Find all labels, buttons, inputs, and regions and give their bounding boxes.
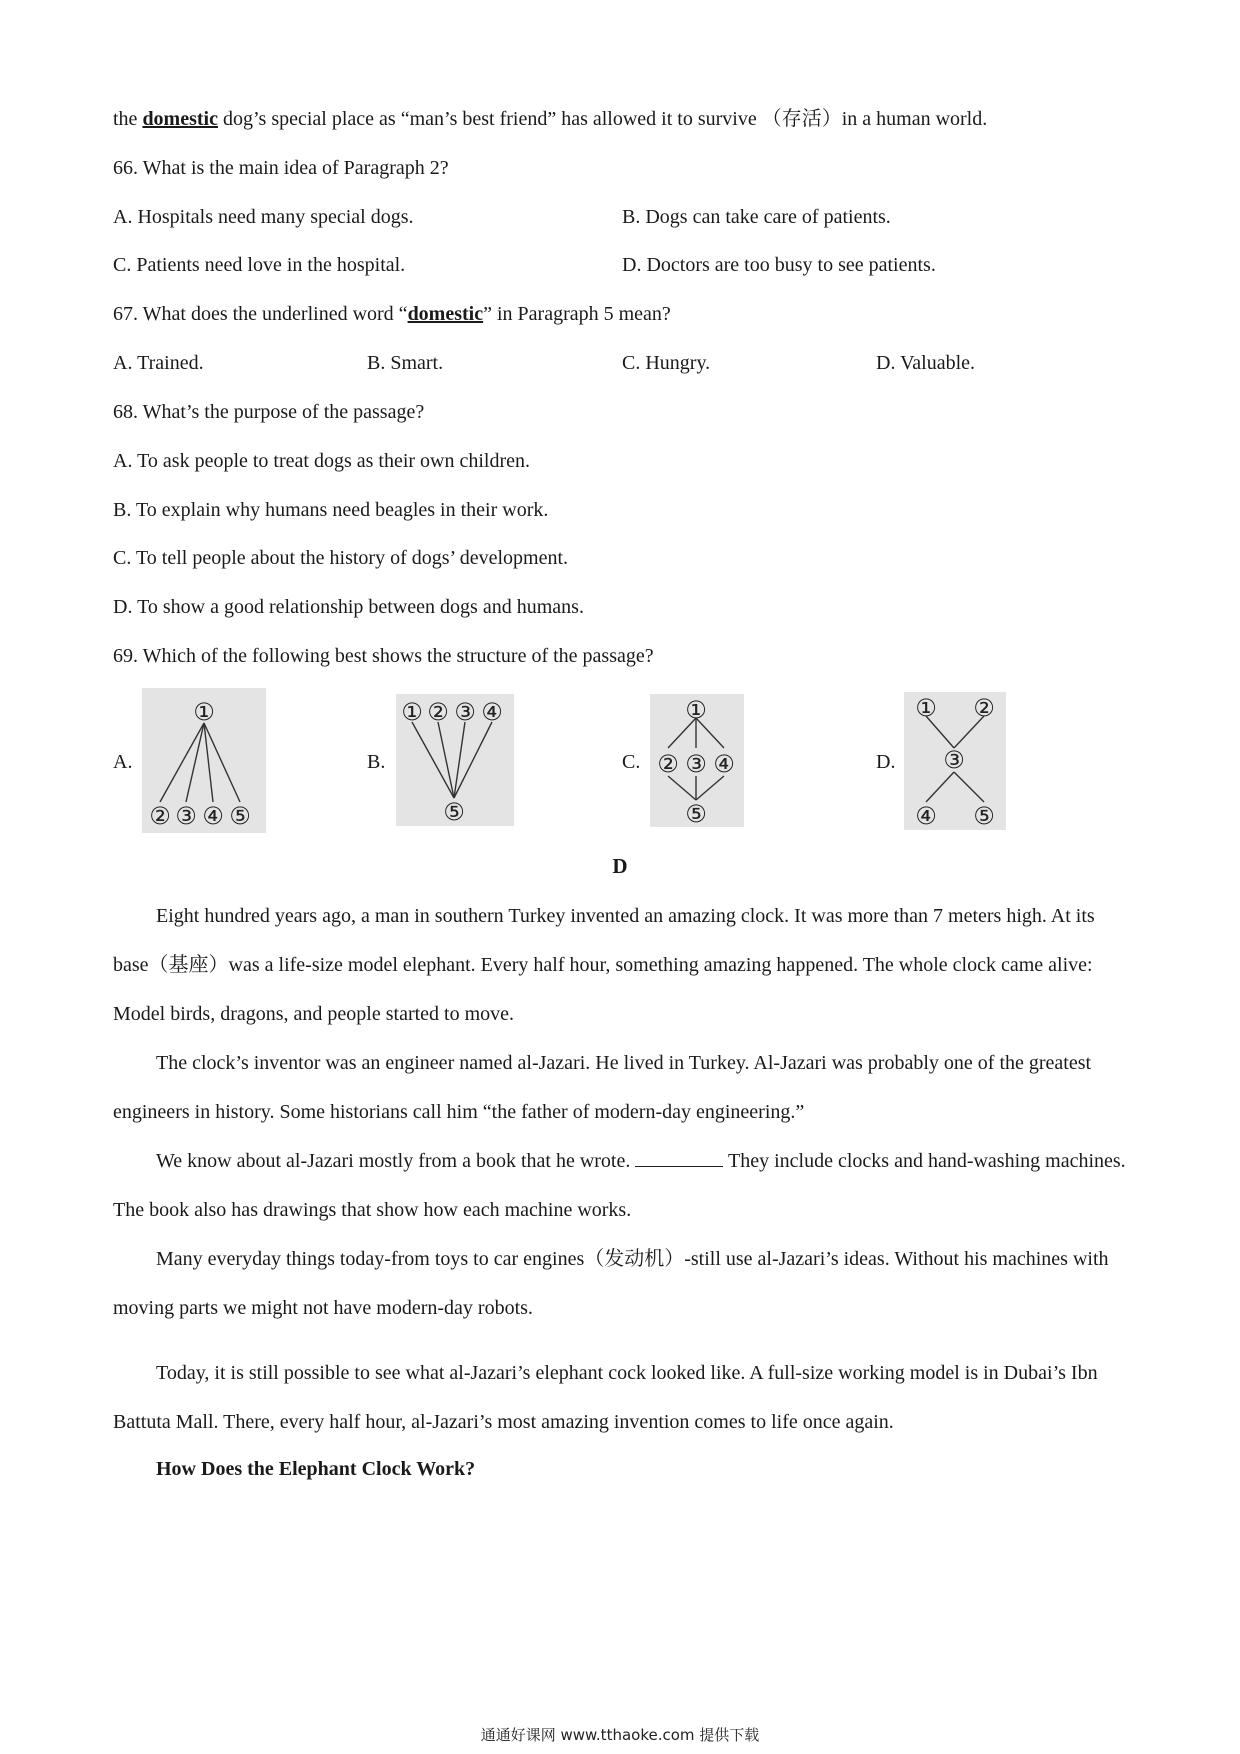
q68-option-b: B. To explain why humans need beagles in their work.	[113, 499, 549, 521]
paragraph-3	[113, 1137, 1133, 1235]
q69-label-b: B.	[367, 751, 386, 773]
structure-diagram-d	[904, 692, 1006, 830]
paragraph-1: Eight hundred years ago, a man in southern Turkey invented an amazing clock. It was more than 7 meters high. At its base（基座）was a life-size model elephant. Every half hour, something amazing happened. The whole clock came alive: Model birds, dragons, and people started to move.	[113, 905, 1095, 1025]
paragraph-4: Many everyday things today-from toys to car engines（发动机）-still use al-Jazari’s ideas. Without his machines with moving parts we might not have modern-day robots.	[113, 1248, 1109, 1319]
diagram-a-node-4: ④	[202, 802, 224, 830]
diagram-c-node-4: ④	[713, 750, 735, 778]
diagram-b-node-1: ①	[401, 698, 423, 726]
q69-label-d: D.	[876, 751, 896, 773]
diagram-d-node-2: ②	[973, 694, 995, 722]
diagram-a-node-5: ⑤	[229, 802, 251, 830]
subheading: How Does the Elephant Clock Work?	[156, 1458, 476, 1480]
diagram-b-node-5: ⑤	[443, 798, 465, 826]
structure-diagram-c	[650, 694, 744, 827]
diagram-c-node-2: ②	[657, 750, 679, 778]
diagram-d-node-5: ⑤	[973, 802, 995, 830]
paragraph-5: Today, it is still possible to see what al-Jazari’s elephant cock looked like. A full-size working model is in Dubai’s Ibn Battuta Mall. There, every half hour, al-Jazari’s most amazing invention comes to life once again.	[113, 1362, 1098, 1433]
q68-option-a: A. To ask people to treat dogs as their own children.	[113, 450, 531, 472]
q66-option-d: D. Doctors are too busy to see patients.	[622, 254, 936, 276]
diagram-a-node-2: ②	[149, 802, 171, 830]
diagram-d-node-4: ④	[915, 802, 937, 830]
paragraph-2: The clock’s inventor was an engineer named al-Jazari. He lived in Turkey. Al-Jazari was probably one of the greatest engineers in history. Some historians call him “the father of modern-day engineering.”	[113, 1052, 1092, 1123]
q67-option-d: D. Valuable.	[876, 352, 976, 374]
diagram-b-node-4: ④	[481, 698, 503, 726]
intro-text-pre: the	[113, 108, 143, 130]
q68-option-d: D. To show a good relationship between dogs and humans.	[113, 596, 584, 618]
diagram-d-node-1: ①	[915, 694, 937, 722]
q66-option-b: B. Dogs can take care of patients.	[622, 206, 891, 228]
diagram-c-node-1: ①	[685, 696, 707, 724]
q68-option-c: C. To tell people about the history of dogs’ development.	[113, 547, 568, 569]
intro-line	[113, 107, 987, 131]
structure-diagram-a	[142, 688, 266, 833]
q69-label-c: C.	[622, 751, 641, 773]
diagram-a-node-3: ③	[175, 802, 197, 830]
section-heading: D	[612, 854, 628, 878]
diagram-b-node-2: ②	[427, 698, 449, 726]
q67-option-c: C. Hungry.	[622, 352, 711, 374]
q67-underlined-word: domestic	[407, 303, 484, 325]
structure-diagram-b	[396, 694, 514, 826]
q69-label-a: A.	[113, 751, 133, 773]
answer-blank	[635, 1148, 723, 1167]
q67-option-b: B. Smart.	[367, 352, 444, 374]
question-66: 66. What is the main idea of Paragraph 2?	[113, 157, 449, 179]
q67-text-post: ” in Paragraph 5 mean?	[483, 303, 671, 325]
diagram-a-node-1: ①	[193, 698, 215, 726]
diagram-b-node-3: ③	[454, 698, 476, 726]
question-69: 69. Which of the following best shows the structure of the passage?	[113, 645, 654, 667]
page-footer: 通通好课网 www.tthaoke.com 提供下载	[480, 1726, 760, 1744]
diagram-c-node-3: ③	[685, 750, 707, 778]
diagram-d-node-3: ③	[943, 746, 965, 774]
question-68: 68. What’s the purpose of the passage?	[113, 401, 425, 423]
q66-option-c: C. Patients need love in the hospital.	[113, 254, 406, 276]
diagram-c-node-5: ⑤	[685, 800, 707, 827]
q67-option-a: A. Trained.	[113, 352, 204, 374]
q67-text-pre: 67. What does the underlined word “	[113, 303, 408, 325]
paragraph-3-text-post: They include clocks and hand-washing machines. The book also has drawings that show how each machine works.	[113, 1150, 1126, 1221]
paragraph-3-text-pre: We know about al-Jazari mostly from a book that he wrote.	[156, 1150, 636, 1172]
underlined-word: domestic	[142, 108, 218, 130]
q66-option-a: A. Hospitals need many special dogs.	[113, 206, 414, 228]
intro-text-post: dog’s special place as “man’s best friend” has allowed it to survive （存活）in a human world.	[217, 108, 988, 130]
question-67	[113, 302, 671, 326]
